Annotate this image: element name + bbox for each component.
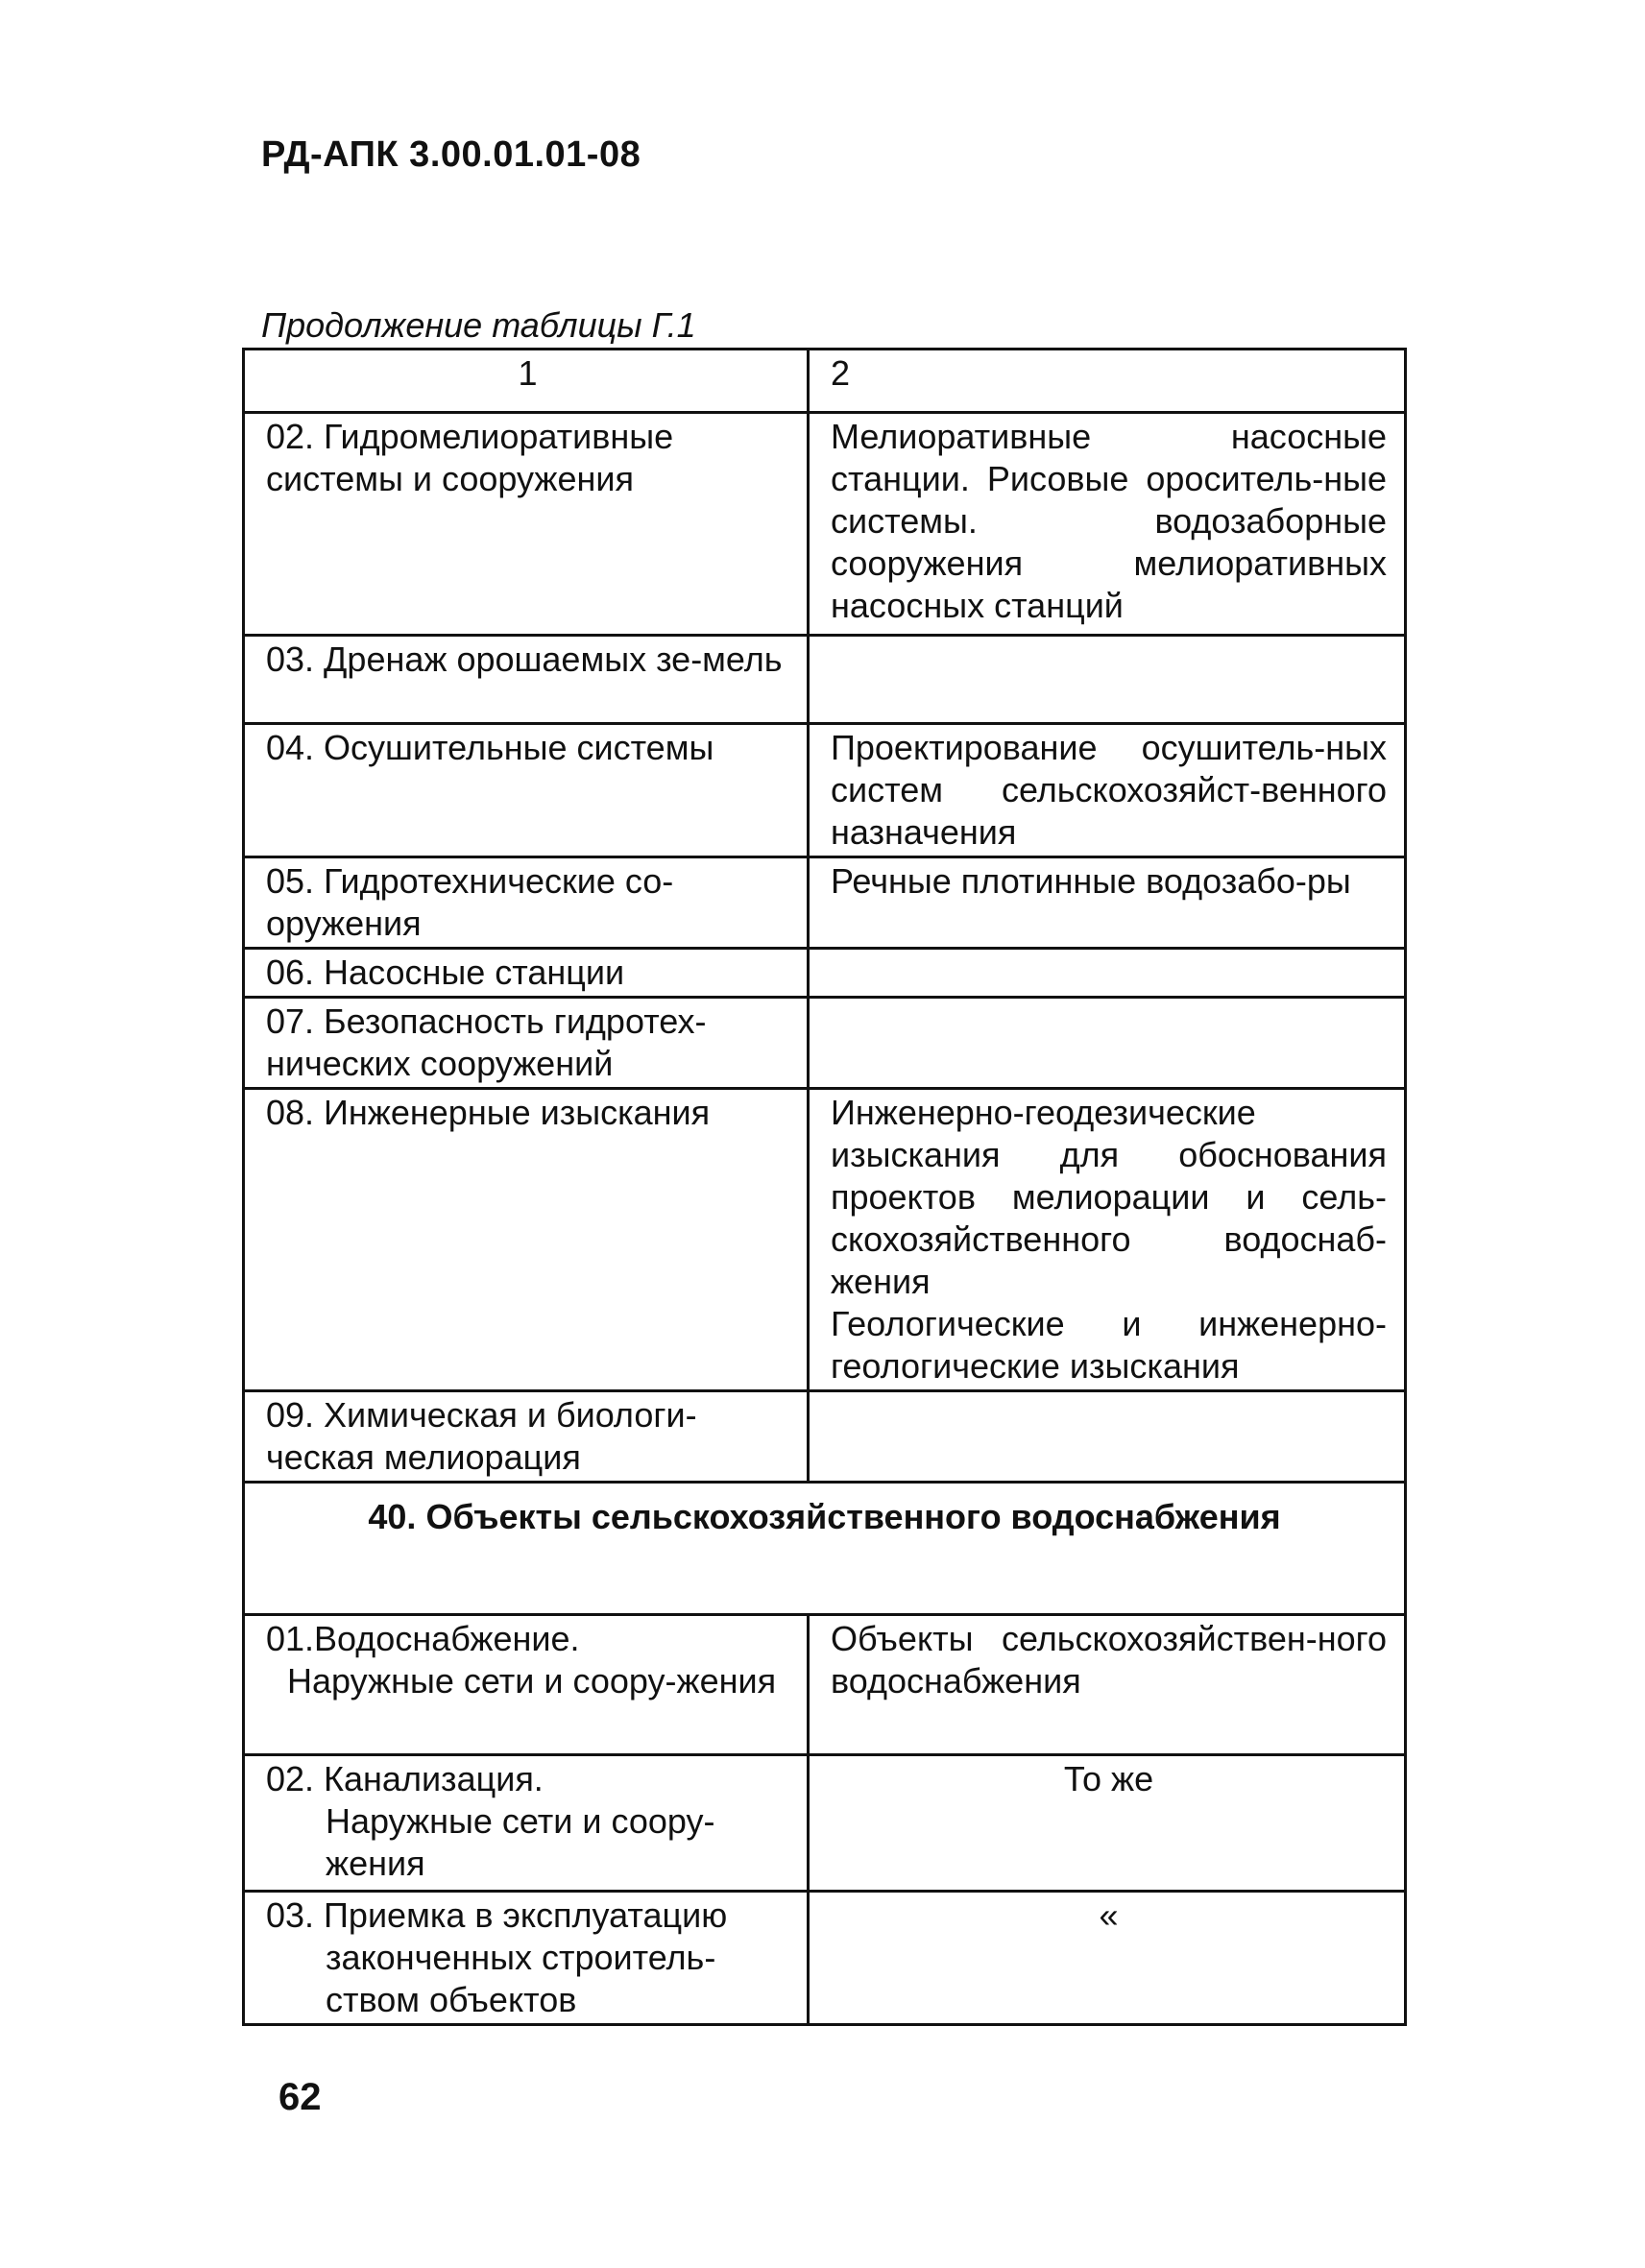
row-05-description: Речные плотинные водозабо-ры [809,857,1406,949]
table-row [244,1391,1406,1483]
row-06-description [809,949,1406,998]
section-row-02-name [244,1755,809,1892]
section-row-03-description: « [809,1892,1406,2025]
row-03-name: 03. Дренаж орошаемых зе-мель [244,636,809,724]
table-row [244,636,1406,724]
row-03-description [809,636,1406,724]
table-row [244,724,1406,857]
column-header-2: 2 [809,350,1406,413]
row-07-name: 07. Безопасность гидротех-нических сооружений [244,998,809,1089]
row-08-description [809,1089,1406,1391]
section-title: 40. Объекты сельскохозяйственного водоснабжения [244,1483,1406,1615]
section-row-03-title: 03. Приемка в эксплуатацию [266,1895,728,1935]
row-06-name: 06. Насосные станции [244,949,809,998]
section-row-02-description: То же [809,1755,1406,1892]
row-04-description: Проектирование осушитель-ных систем сельскохозяйст-венного назначения [809,724,1406,857]
section-row-01-description: Объекты сельскохозяйствен-ного водоснабжения [809,1615,1406,1755]
table-row [244,998,1406,1089]
section-header-row [244,1483,1406,1615]
table-row [244,949,1406,998]
row-05-name: 05. Гидротехнические со-оружения [244,857,809,949]
section-row-03-subtitle: законченных строитель-ством объектов [326,1938,716,2019]
section-row-01-subtitle: Наружные сети и соору-жения [287,1661,777,1701]
row-09-name: 09. Химическая и биологи-ческая мелиорация [244,1391,809,1483]
document-code: РД-АПК 3.00.01.01-08 [261,134,641,175]
section-row-02-title: 02. Канализация. [266,1759,544,1798]
row-02-name: 02. Гидромелиоративные системы и сооружения [244,413,809,636]
row-07-description [809,998,1406,1089]
row-08-name: 08. Инженерные изыскания [244,1089,809,1391]
section-row-02-subtitle: Наружные сети и соору-жения [326,1801,715,1883]
table-caption: Продолжение таблицы Г.1 [261,305,696,345]
page-number: 62 [278,2076,322,2118]
column-header-1: 1 [244,350,809,413]
row-08-description-part1: Инженерно-геодезические изыскания для обоснования проектов мелиорации и сель-скохозяйственного водоснаб-жения [831,1093,1387,1301]
table-row [244,413,1406,636]
row-04-name: 04. Осушительные системы [244,724,809,857]
table-row [244,1755,1406,1892]
row-09-description [809,1391,1406,1483]
section-row-01-name [244,1615,809,1755]
classification-table [242,348,1407,2026]
section-row-03-name [244,1892,809,2025]
row-02-description: Мелиоративные насосные станции. Рисовые ороситель-ные системы. водозаборные сооружения мелиоративных насосных станций [809,413,1406,636]
table-header-row [244,350,1406,413]
row-08-description-part2: Геологические и инженерно-геологические изыскания [831,1304,1387,1386]
table-container [242,348,1404,2026]
table-row [244,857,1406,949]
table-row [244,1892,1406,2025]
table-row [244,1089,1406,1391]
section-row-01-title: 01.Водоснабжение. [266,1619,580,1658]
table-row [244,1615,1406,1755]
